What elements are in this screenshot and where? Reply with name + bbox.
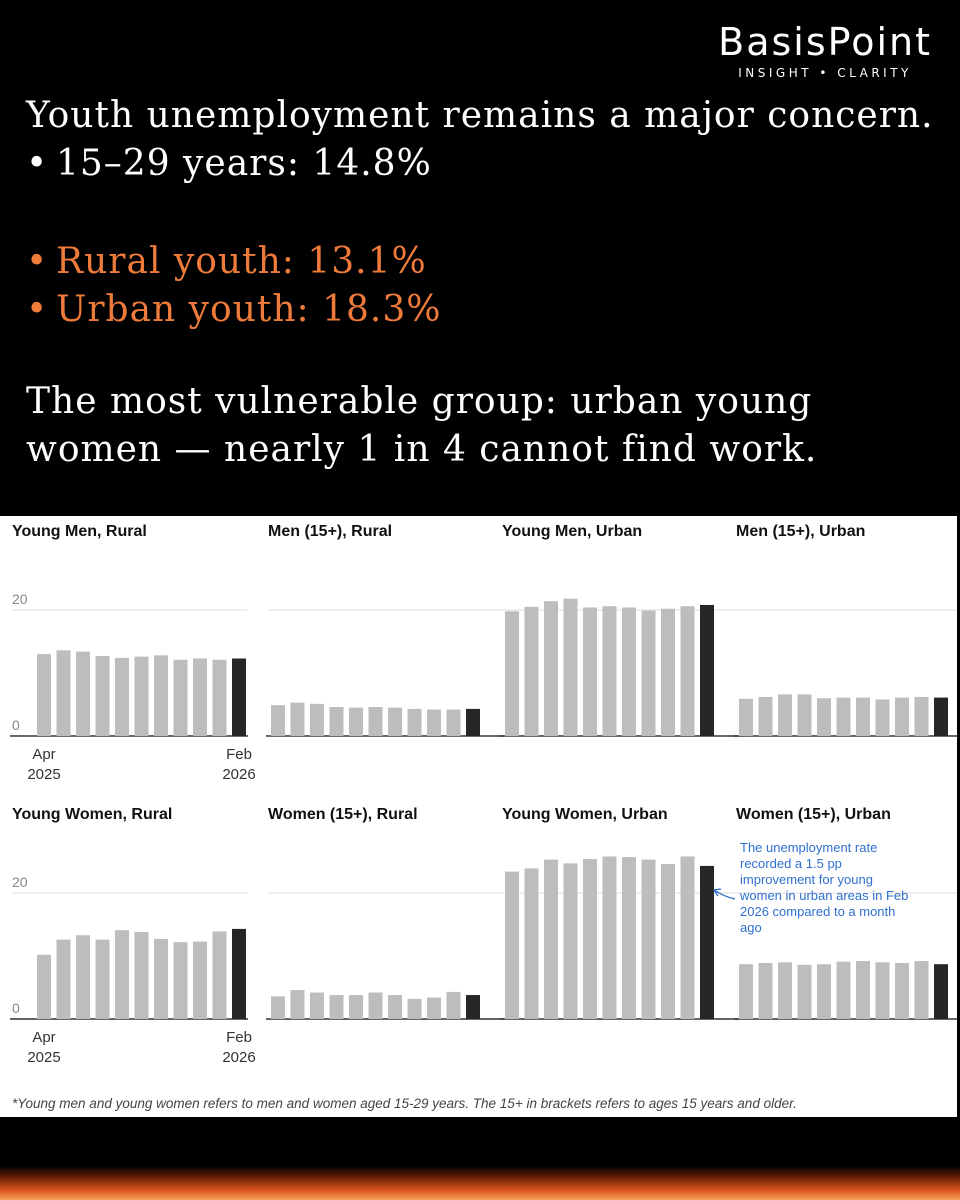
bottom-glow <box>0 1166 960 1200</box>
bar <box>193 659 207 736</box>
headline-line-1: Youth unemployment remains a major concern. <box>26 95 934 136</box>
bar <box>798 965 812 1019</box>
bar <box>154 655 168 736</box>
bar <box>837 962 851 1019</box>
bar <box>583 607 597 736</box>
bar <box>271 705 285 736</box>
bar <box>330 995 344 1019</box>
bar-latest <box>466 995 480 1019</box>
y-tick-label: 20 <box>12 874 28 890</box>
bar <box>291 990 305 1019</box>
bar <box>817 698 831 736</box>
bar <box>622 607 636 736</box>
panel-title: Women (15+), Rural <box>268 806 418 823</box>
brand-name: BasisPoint <box>718 20 932 64</box>
headline-item-overall <box>26 140 936 188</box>
bar <box>856 961 870 1019</box>
bar <box>915 697 929 736</box>
panel-title: Young Women, Urban <box>502 806 668 823</box>
bar <box>369 993 383 1019</box>
small-multiples-chart <box>0 516 957 1117</box>
bar <box>759 697 773 736</box>
bar-latest <box>700 605 714 736</box>
x-tick-label-year: 2025 <box>27 766 61 783</box>
headline-line-5: The most vulnerable group: urban young <box>26 381 813 422</box>
x-tick-label-month: Apr <box>32 746 56 763</box>
headline-line-4: Urban youth: 18.3% <box>56 289 442 330</box>
footnote: *Young men and young women refers to men and women aged 15-29 years. The 15+ in brackets refers to ages 15 years and older. <box>12 1096 797 1111</box>
panel-title: Young Men, Rural <box>12 523 147 540</box>
headline <box>26 92 936 474</box>
bar <box>135 657 149 736</box>
bar <box>525 607 539 736</box>
bar <box>37 654 51 736</box>
x-tick-label-year: 2025 <box>27 1049 61 1066</box>
bar <box>96 940 110 1019</box>
bar <box>739 699 753 736</box>
bar <box>778 962 792 1019</box>
bar <box>213 931 227 1019</box>
bullet-marker: • <box>26 289 49 330</box>
bar <box>388 708 402 736</box>
annotation-text: recorded a 1.5 pp <box>740 856 842 871</box>
bar <box>798 694 812 736</box>
bar <box>544 860 558 1019</box>
bullet-marker: • <box>26 241 49 282</box>
bar <box>271 996 285 1019</box>
headline-item-urban <box>26 286 936 334</box>
headline-line-6: women — nearly 1 in 4 cannot find work. <box>26 429 818 470</box>
bar <box>505 872 519 1019</box>
bar <box>330 707 344 736</box>
brand-tagline: INSIGHT • CLARITY <box>738 66 912 80</box>
bar <box>856 698 870 736</box>
bar-latest <box>232 929 246 1019</box>
bar <box>642 611 656 736</box>
bar <box>583 859 597 1019</box>
bar-latest <box>232 659 246 736</box>
bar-latest <box>934 964 948 1019</box>
bar-latest <box>700 866 714 1019</box>
x-tick-label-month: Feb <box>226 746 252 763</box>
x-tick-label-month: Apr <box>32 1029 56 1046</box>
bar <box>895 963 909 1019</box>
x-tick-label-month: Feb <box>226 1029 252 1046</box>
bullet-marker: • <box>26 143 49 184</box>
bar <box>115 658 129 736</box>
bar <box>837 698 851 736</box>
bar <box>681 856 695 1019</box>
bar <box>525 868 539 1019</box>
bar <box>57 650 71 736</box>
bar <box>876 699 890 736</box>
bar <box>895 698 909 736</box>
annotation-text: ago <box>740 920 762 935</box>
bar <box>447 992 461 1019</box>
bar <box>915 961 929 1019</box>
bar <box>408 999 422 1019</box>
bar <box>778 694 792 736</box>
bar <box>76 652 90 736</box>
bar <box>57 940 71 1019</box>
annotation-text: improvement for young <box>740 872 873 887</box>
panel-title: Men (15+), Rural <box>268 523 393 540</box>
annotation-text: women in urban areas in Feb <box>740 888 909 903</box>
bar <box>544 601 558 736</box>
bar <box>661 609 675 736</box>
bar <box>603 606 617 736</box>
bar <box>349 995 363 1019</box>
bar <box>427 998 441 1019</box>
bar <box>564 863 578 1019</box>
bar <box>564 599 578 736</box>
bar <box>622 857 636 1019</box>
bar <box>174 660 188 736</box>
annotation-text: 2026 compared to a month <box>740 904 896 919</box>
bar <box>388 995 402 1019</box>
bar <box>603 856 617 1019</box>
bar <box>661 864 675 1019</box>
bar <box>291 703 305 736</box>
bar <box>174 942 188 1019</box>
panel-title: Young Men, Urban <box>502 523 643 540</box>
bar <box>739 964 753 1019</box>
bar <box>642 860 656 1019</box>
bar <box>154 939 168 1019</box>
y-tick-label: 0 <box>12 1000 20 1016</box>
bar <box>349 708 363 736</box>
bar <box>505 611 519 736</box>
bar <box>369 707 383 736</box>
bar <box>193 942 207 1019</box>
bar <box>817 964 831 1019</box>
headline-item-rural <box>26 238 936 286</box>
y-tick-label: 20 <box>12 591 28 607</box>
bar <box>96 656 110 736</box>
bar <box>759 963 773 1019</box>
bar-latest <box>466 709 480 736</box>
x-tick-label-year: 2026 <box>222 1049 256 1066</box>
bar <box>115 930 129 1019</box>
bar <box>681 606 695 736</box>
headline-line-3: Rural youth: 13.1% <box>56 241 427 282</box>
brand-logo <box>718 22 932 80</box>
chart-panel <box>0 516 957 1117</box>
bar <box>213 660 227 736</box>
bar <box>310 993 324 1019</box>
bar <box>310 704 324 736</box>
panel-title: Young Women, Rural <box>12 806 173 823</box>
bar <box>408 709 422 736</box>
bar <box>876 962 890 1019</box>
x-tick-label-year: 2026 <box>222 766 256 783</box>
bar <box>427 710 441 736</box>
panel-title: Men (15+), Urban <box>736 523 866 540</box>
bar <box>37 955 51 1019</box>
headline-line-2: 15–29 years: 14.8% <box>56 143 432 184</box>
panel-title: Women (15+), Urban <box>736 806 891 823</box>
bar-latest <box>934 698 948 736</box>
bar <box>76 935 90 1019</box>
annotation-text: The unemployment rate <box>740 840 878 855</box>
y-tick-label: 0 <box>12 717 20 733</box>
bar <box>447 710 461 736</box>
bar <box>135 932 149 1019</box>
